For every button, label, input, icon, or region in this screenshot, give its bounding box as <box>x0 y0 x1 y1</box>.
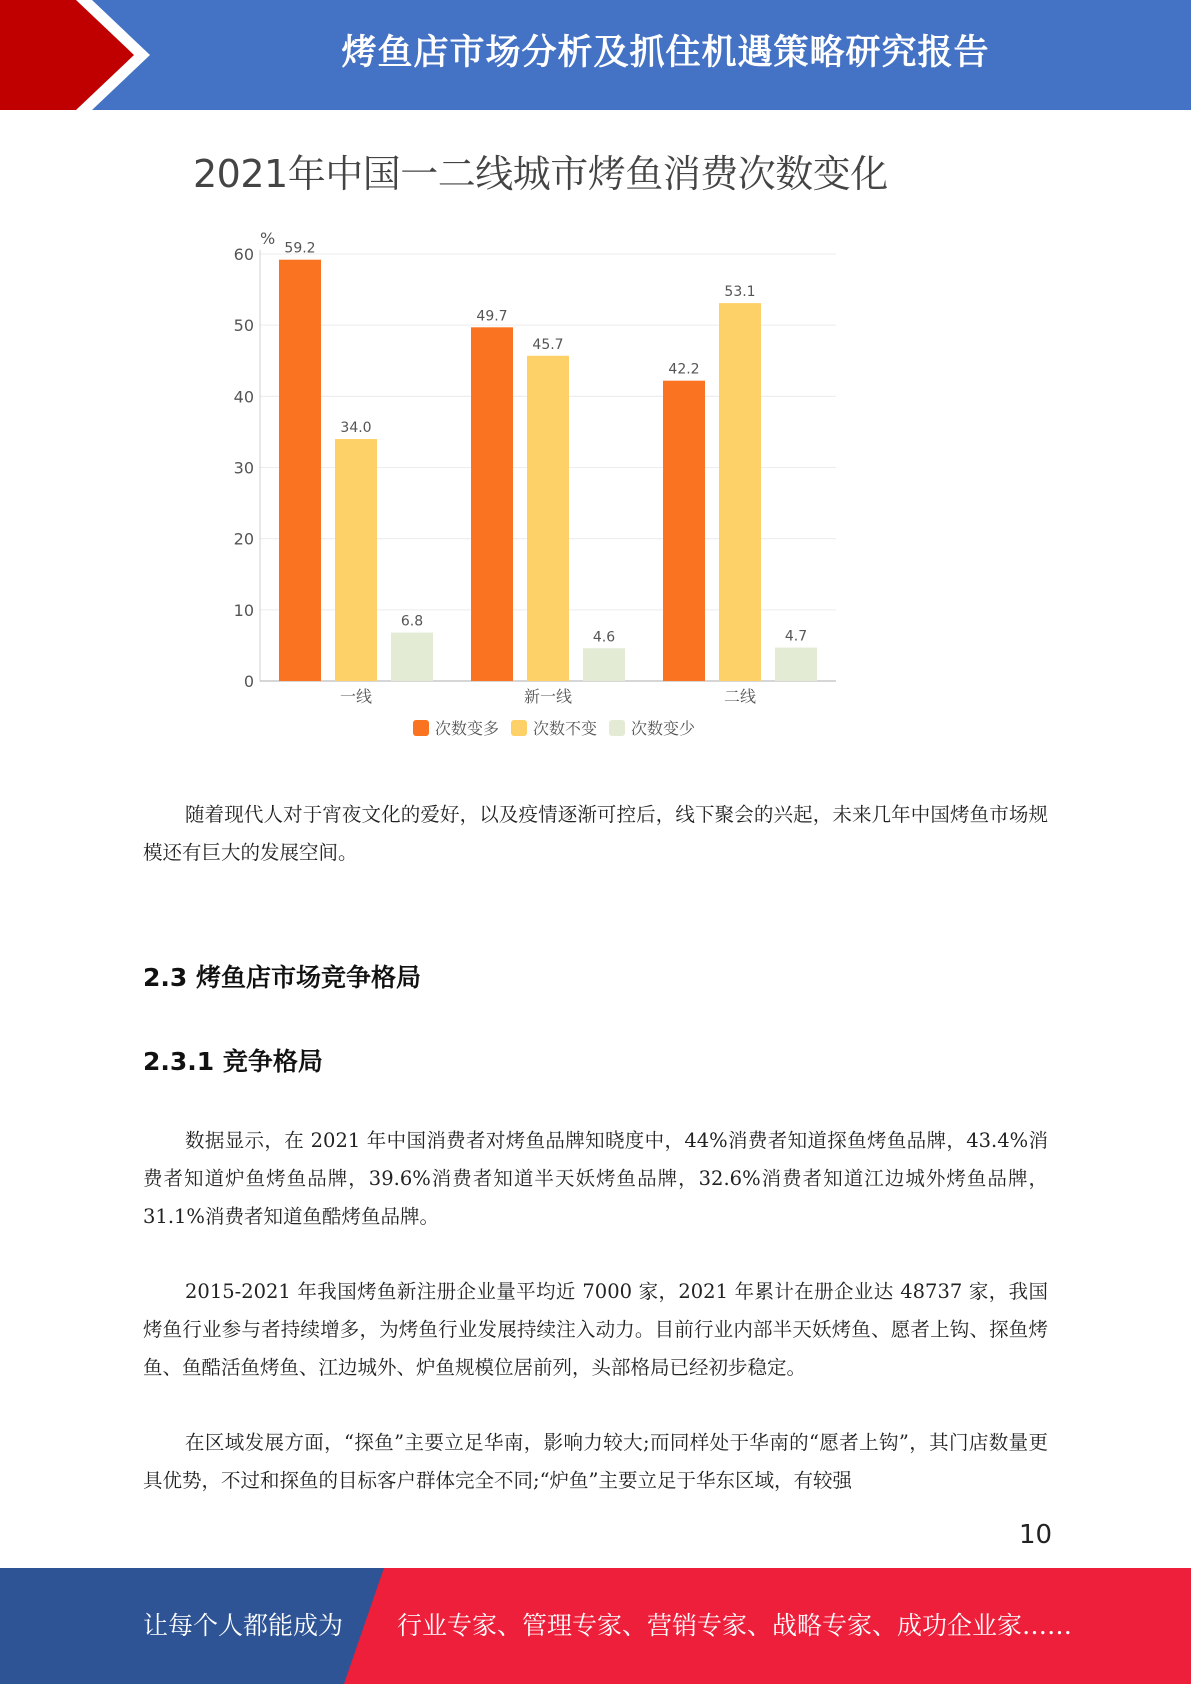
bar-value-label: 53.1 <box>724 284 756 301</box>
legend-label: 次数变多 <box>435 719 500 738</box>
footer-slogan-left: 让每个人都能成为 <box>143 1611 344 1640</box>
chart-title: 2021年中国一二线城市烤鱼消费次数变化 <box>193 152 888 196</box>
page-number: 10 <box>1019 1520 1053 1550</box>
bar-chart <box>0 0 1191 760</box>
y-axis-unit-label: % <box>260 229 276 248</box>
bar-value-label: 42.2 <box>668 361 700 378</box>
section-heading-2-3-1: 2.3.1 竞争格局 <box>143 1047 323 1076</box>
bar-value-label: 6.8 <box>400 613 424 630</box>
paragraph-brand-awareness: 数据显示，在 2021 年中国消费者对烤鱼品牌知晓度中，44%消费者知道探鱼烤鱼品牌，43.4%消费者知道炉鱼烤鱼品牌，39.6%消费者知道半天妖烤鱼品牌，32.6%消费者知道江边城外烤鱼品牌，31.1%消费者知道鱼酷烤鱼品牌。 <box>143 1129 1048 1228</box>
bar <box>471 327 513 681</box>
bar <box>279 260 321 681</box>
bar <box>775 648 817 681</box>
y-tick-label: 0 <box>243 672 254 691</box>
bar <box>527 356 569 681</box>
legend-label: 次数变少 <box>631 719 696 738</box>
bar-value-label: 34.0 <box>340 420 372 437</box>
bar-value-label: 45.7 <box>532 336 564 353</box>
y-tick-label: 30 <box>233 458 254 478</box>
y-tick-label: 40 <box>233 387 254 407</box>
bar <box>719 303 761 681</box>
y-tick-label: 50 <box>233 316 254 336</box>
y-tick-label: 60 <box>233 245 254 264</box>
bar-value-label: 4.7 <box>784 628 808 645</box>
x-tick-label: 二线 <box>723 687 757 706</box>
legend-label: 次数不变 <box>533 719 598 738</box>
bar <box>391 633 433 681</box>
footer-slogan-right: 行业专家、管理专家、营销专家、战略专家、成功企业家…… <box>397 1611 1073 1640</box>
legend-swatch <box>413 720 429 736</box>
section-heading-2-3: 2.3 烤鱼店市场竞争格局 <box>143 963 421 992</box>
legend-swatch <box>511 720 527 736</box>
bar <box>335 439 377 681</box>
paragraph-market-outlook: 随着现代人对于宵夜文化的爱好，以及疫情逐渐可控后，线下聚会的兴起，未来几年中国烤鱼市场规模还有巨大的发展空间。 <box>143 803 1048 864</box>
bar <box>663 381 705 681</box>
page-footer <box>0 1568 1191 1684</box>
x-tick-label: 新一线 <box>523 687 573 706</box>
bar-value-label: 59.2 <box>284 240 316 257</box>
bar-value-label: 4.6 <box>592 629 616 646</box>
paragraph-regional-development: 在区域发展方面，“探鱼”主要立足华南，影响力较大;而同样处于华南的“愿者上钩”，其门店数量更具优势，不过和探鱼的目标客户群体完全不同;“炉鱼”主要立足于华东区域，有较强 <box>143 1431 1048 1492</box>
paragraph-enterprise-registration: 2015-2021 年我国烤鱼新注册企业量平均近 7000 家，2021 年累计在册企业达 48737 家，我国烤鱼行业参与者持续增多，为烤鱼行业发展持续注入动力。目前行业内部半天妖烤鱼、愿者上钩、探鱼烤鱼、鱼酷活鱼烤鱼、江边城外、炉鱼规模位居前列，头部格局已经初步稳定。 <box>143 1280 1048 1379</box>
y-tick-label: 20 <box>233 529 254 549</box>
bar <box>583 648 625 681</box>
bar-value-label: 49.7 <box>476 308 508 325</box>
legend-swatch <box>609 720 625 736</box>
x-tick-label: 一线 <box>339 687 373 706</box>
header-title: 烤鱼店市场分析及抓住机遇策略研究报告 <box>341 33 990 73</box>
y-tick-label: 10 <box>233 600 254 620</box>
